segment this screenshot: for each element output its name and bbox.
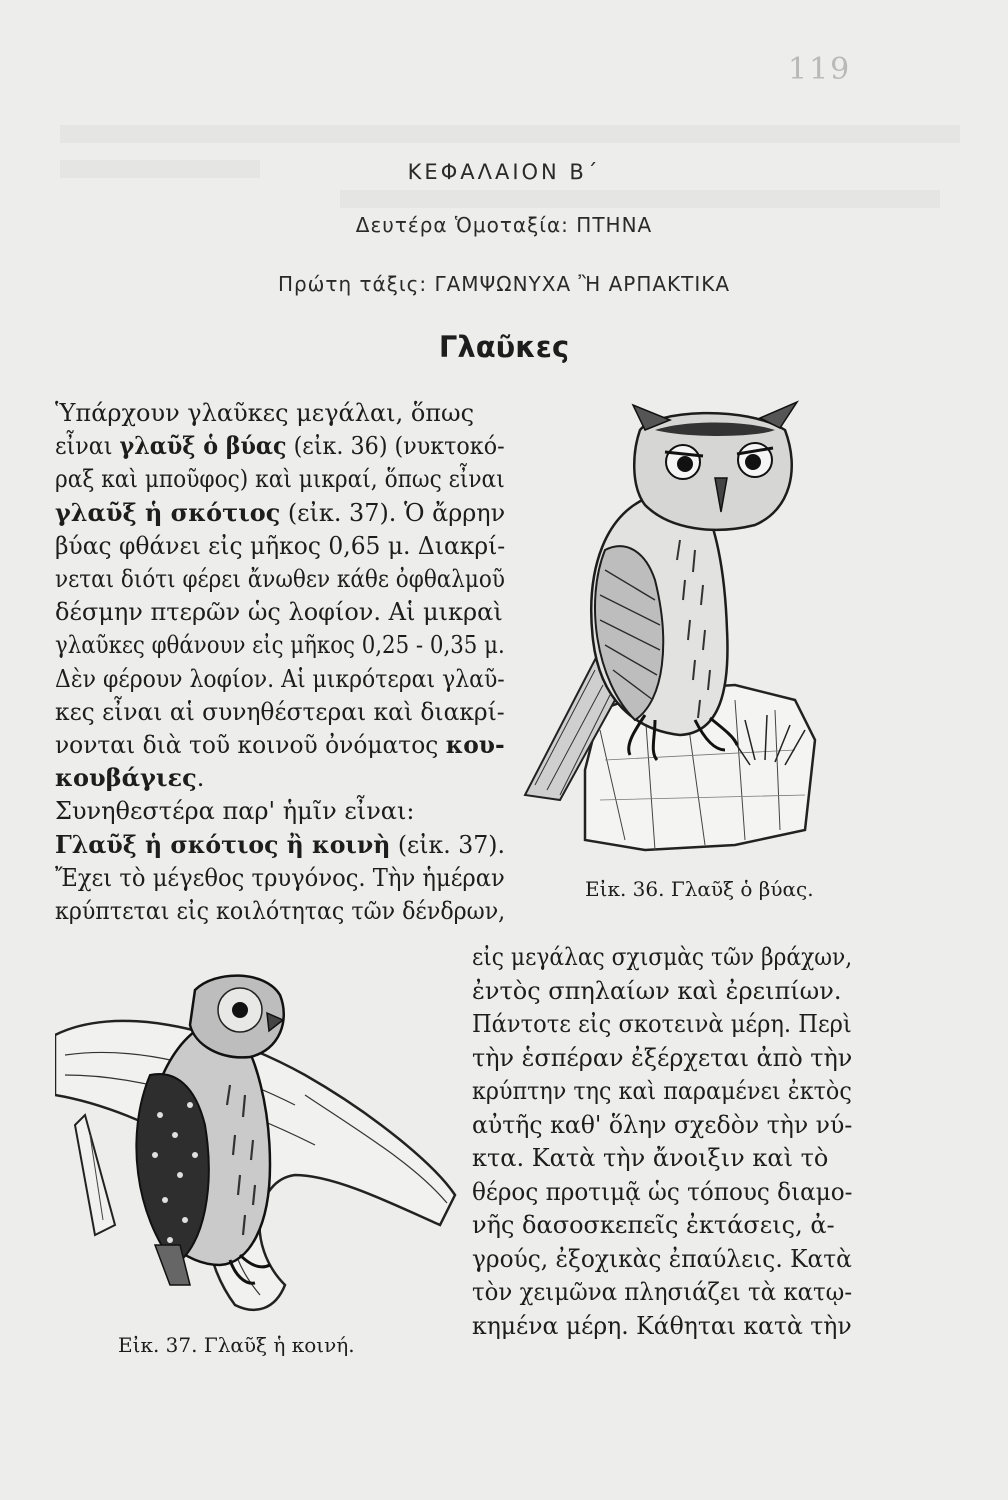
text-span: Δὲν φέρουν λοφίον. Αἱ μικρότεραι γλαῦ-: [55, 664, 505, 693]
bleed-through-line: [340, 190, 940, 208]
body-text-line: αὐτῆς καθ' ὅλην σχεδὸν τὴν νύ-: [472, 1110, 853, 1139]
body-text-line: θέρος προτιμᾷ ὡς τόπους διαμο-: [472, 1177, 853, 1206]
text-span: βύας φθάνει εἰς μῆκος 0,65 μ. Διακρί-: [55, 531, 506, 560]
text-span: Ὑπάρχουν γλαῦκες μεγάλαι, ὅπως: [55, 399, 475, 427]
body-text-line: κημένα μέρη. Κάθηται κατὰ τὴν: [472, 1311, 852, 1340]
body-text-line: [55, 697, 505, 727]
body-text-line: [55, 464, 505, 494]
body-text-line: Πάντοτε εἰς σκοτεινὰ μέρη. Περὶ: [472, 1010, 852, 1038]
bold-term: γλαῦξ ὁ βύας: [119, 431, 287, 461]
body-text-line: [55, 896, 505, 926]
body-text-line: κτα. Κατὰ τὴν ἄνοιξιν καὶ τὸ: [472, 1144, 829, 1172]
body-text-line: γρούς, ἐξοχικὰς ἐπαύλεις. Κατὰ: [472, 1244, 852, 1273]
owl-eye: [232, 1002, 248, 1018]
body-text-line: [55, 730, 505, 760]
page-number: 119: [788, 52, 852, 87]
body-text-line: [55, 863, 505, 893]
section-title: Γλαῦκες: [438, 330, 570, 364]
chapter-order: Πρώτη τάξις: ΓΑΜΨΩΝΥΧΑ Ἢ ΑΡΠΑΚΤΙΚΑ: [277, 272, 731, 296]
body-text-line: [55, 531, 505, 561]
body-text-line: τὸν χειμῶνα πλησιάζει τὰ κατῳ-: [472, 1278, 853, 1306]
body-text-line: [55, 664, 505, 694]
text-span: κρύπτεται εἰς κοιλότητας τῶν δένδρων,: [55, 897, 506, 925]
chapter-title: ΚΕΦΑΛΑΙΟΝ Β΄: [407, 160, 601, 184]
bold-term: γλαῦξ ἡ σκότιος: [55, 497, 281, 527]
bleed-through-line: [60, 125, 960, 143]
text-span: κες εἶναι αἱ συνηθέστεραι καὶ διακρί-: [55, 697, 505, 726]
body-text-line: [55, 830, 505, 860]
body-text-line: τὴν ἑσπέραν ἐξέρχεται ἀπὸ τὴν: [472, 1043, 853, 1072]
text-span: εἶναι: [55, 432, 120, 461]
body-text-line: [55, 398, 474, 428]
text-span: .: [196, 764, 205, 793]
body-text-line: [55, 796, 415, 826]
bold-term: κου-: [445, 730, 505, 759]
body-text-line: [55, 597, 503, 627]
text-span: (εἰκ. 37). Ὁ ἄρρην: [280, 498, 506, 527]
body-text-line: ἐντὸς σπηλαίων καὶ ἐρειπίων.: [472, 976, 842, 1005]
branch-twig: [75, 1115, 115, 1235]
bold-term: κουβάγιες: [55, 763, 197, 793]
text-span: δέσμην πτερῶν ὡς λοφίον. Αἱ μικραὶ: [55, 598, 503, 627]
figure-36-owl-illustration: [505, 400, 855, 870]
text-span: νονται διὰ τοῦ κοινοῦ ὀνόματος: [55, 731, 446, 759]
body-text-line: [55, 498, 505, 528]
text-span: Ἔχει τὸ μέγεθος τρυγόνος. Τὴν ἡμέραν: [55, 863, 505, 892]
figure-36-caption: Εἰκ. 36. Γλαῦξ ὁ βύας.: [585, 877, 814, 901]
body-text-line: [55, 763, 204, 793]
text-span: (εἰκ. 37).: [390, 830, 505, 859]
text-span: γλαῦκες φθάνουν εἰς μῆκος 0,25 - 0,35 μ.: [55, 631, 505, 660]
body-text-line: [55, 564, 505, 594]
figure-37-caption: Εἰκ. 37. Γλαῦξ ἡ κοινή.: [118, 1333, 355, 1357]
body-text-line: κρύπτην της καὶ παραμένει ἐκτὸς: [472, 1077, 852, 1105]
body-text-line: [55, 431, 505, 461]
chapter-subtitle: Δευτέρα Ὁμοταξία: ΠΤΗΝΑ: [355, 213, 653, 237]
text-span: Συνηθεστέρα παρ' ἡμῖν εἶναι:: [55, 797, 415, 826]
body-text-line: εἰς μεγάλας σχισμὰς τῶν βράχων,: [472, 943, 853, 971]
bold-term: Γλαῦξ ἡ σκότιος ἢ κοινὴ: [55, 829, 391, 859]
owl-wing: [136, 1074, 208, 1265]
body-text-line: νῆς δασοσκεπεῖς ἐκτάσεις, ἀ-: [472, 1211, 835, 1239]
text-span: νεται διότι φέρει ἄνωθεν κάθε ὀφθαλμοῦ: [55, 565, 505, 593]
text-span: ραξ καὶ μποῦφος) καὶ μικραί, ὅπως εἶναι: [55, 465, 505, 494]
text-span: (εἰκ. 36) (νυκτοκό-: [286, 432, 505, 461]
figure-37-owl-illustration: [55, 965, 475, 1325]
body-text-line: [55, 630, 505, 660]
